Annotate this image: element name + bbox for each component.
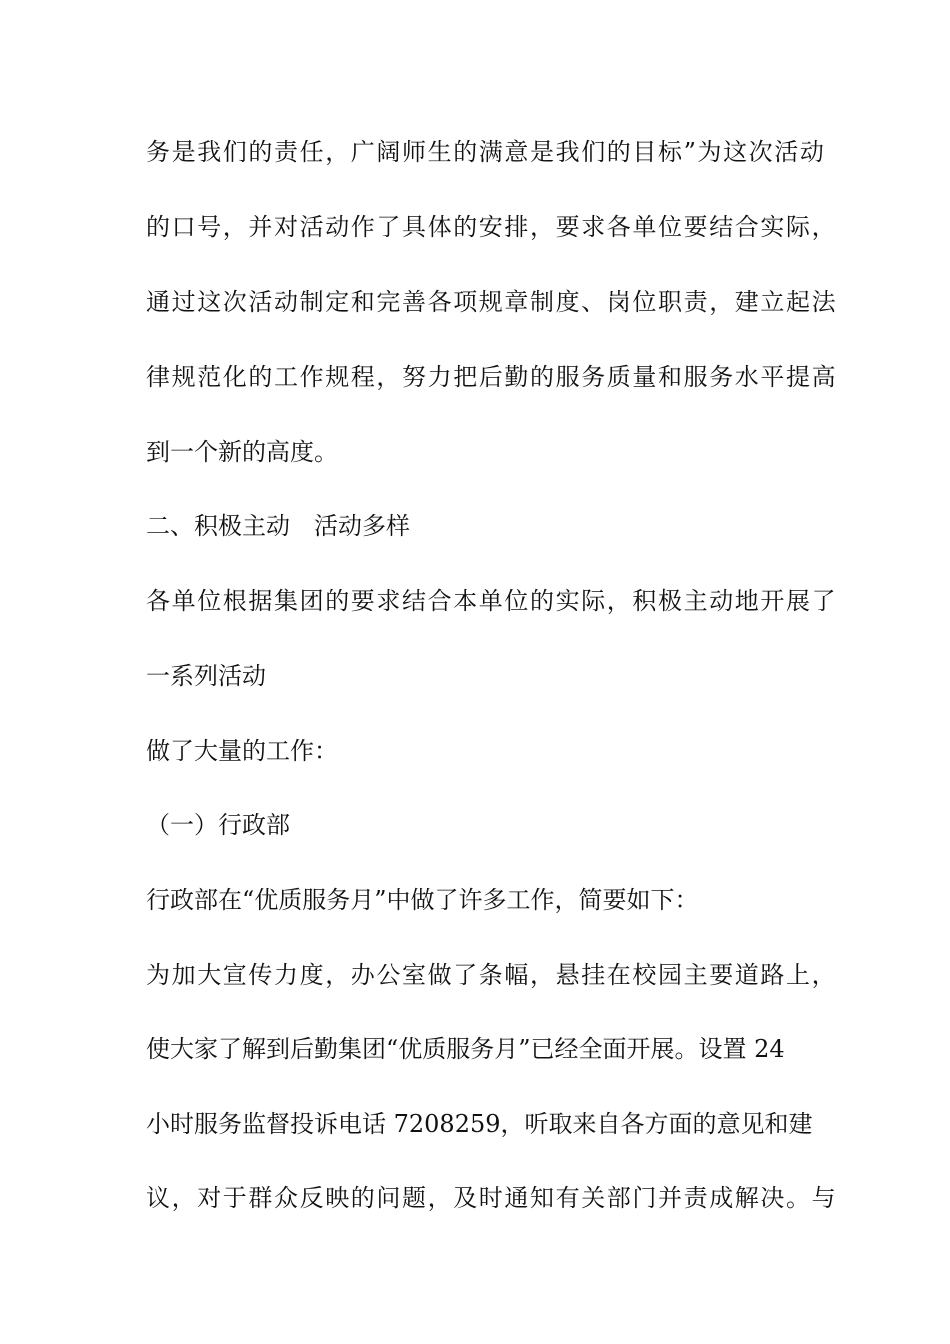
paragraph-line: 通过这次活动制定和完善各项规章制度、岗位职责，建立起法 <box>146 288 838 316</box>
paragraph-line: 为加大宣传力度，办公室做了条幅，悬挂在校园主要道路上， <box>146 961 838 989</box>
section-heading: 二、积极主动 活动多样 <box>146 512 410 540</box>
paragraph-line: 律规范化的工作规程，努力把后勤的服务质量和服务水平提高 <box>146 363 838 391</box>
paragraph-line: 做了大量的工作： <box>146 737 338 765</box>
subsection-heading: （一）行政部 <box>146 811 290 839</box>
paragraph-line: 各单位根据集团的要求结合本单位的实际，积极主动地开展了 <box>146 587 838 615</box>
paragraph-line: 到一个新的高度。 <box>146 438 338 466</box>
paragraph-line: 一系列活动 <box>146 662 266 690</box>
paragraph-line: 小时服务监督投诉电话 7208259，听取来自各方面的意见和建 <box>146 1110 813 1138</box>
paragraph-line: 行政部在“优质服务月”中做了许多工作，简要如下： <box>146 886 699 914</box>
paragraph-line: 务是我们的责任，广阔师生的满意是我们的目标”为这次活动 <box>146 138 826 166</box>
paragraph-line: 的口号，并对活动作了具体的安排，要求各单位要结合实际， <box>146 213 838 241</box>
paragraph-line: 议，对于群众反映的问题，及时通知有关部门并责成解决。与 <box>146 1184 838 1212</box>
paragraph-line: 使大家了解到后勤集团“优质服务月”已经全面开展。设置 24 <box>146 1035 785 1063</box>
